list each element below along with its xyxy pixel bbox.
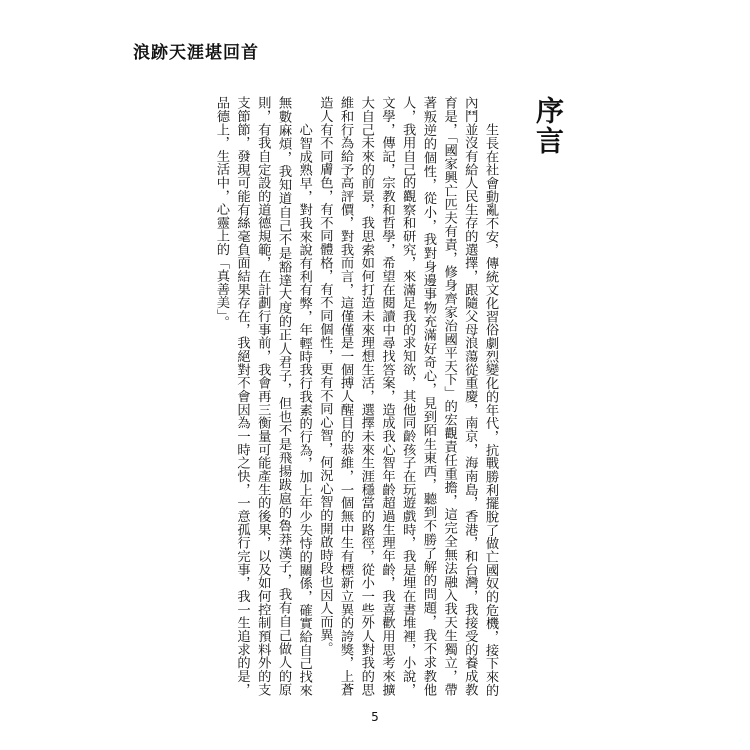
page-number: 5 (371, 710, 379, 724)
chapter-title: 序言 (532, 96, 565, 156)
body-text (200, 96, 500, 696)
paragraph-2: 心智成熟早，對我來說有利有弊，年輕時我行我素的行為，加上年少失恃的關係，確實給自己找來無數麻煩，我知道自己不是豁達大度的正人君子，但也不是飛揚跋扈的魯莽漢子，我有自己做人的原則，有我自定設的道德規範，在計劃行事前，我會再三衡量可能產生的後果，以及如何控制預料外的支支節節，發現可能有絲毫負面結果存在，我絕對不會因為一時之快，一意孤行完事，我一生追求的是，品德上，生活中，心靈上的「真善美」。 (213, 96, 312, 696)
paragraph-1: 生長在社會動亂不安，傳統文化習俗劇烈變化的年代，抗戰勝利擺脫了做亡國奴的危機，接下來的內鬥並沒有給人民生存的選擇，跟隨父母浪蕩從重慶，南京，海南島，香港，和台灣，我接受的養成教育是，「國家興亡匹夫有責，修身齊家治國平天下」的宏觀責任重擔，這完全無法融入我天生獨立，帶著叛逆的個性，從小，我對身邊事物充滿好奇心，見到陌生東西，聽到不勝了解的問題，我不求教他人，我用自己的觀察和研究，來滿足我的求知欲，其他同齡孩子在玩遊戲時，我是埋在書堆裡，小說，文學，傳記，宗教和哲學，希望在閱讀中尋找答案，造成我心智年齡超過生理年齡，我喜歡用思考來擴大自己未來的前景，我思索如何打造未來理想生活，選擇未來生涯穩當的路徑，從小一些外人對我的思維和行為給予高評價，對我而言，這僅僅是一個搏人醒目的恭維，一個無中生有標新立異的誇獎，上蒼造人有不同膚色，有不同體格，有不同個性，更有不同心智，何況心智的開啟時段也因人而異。 (317, 96, 498, 696)
running-head: 浪跡天涯堪回首 (133, 43, 259, 63)
